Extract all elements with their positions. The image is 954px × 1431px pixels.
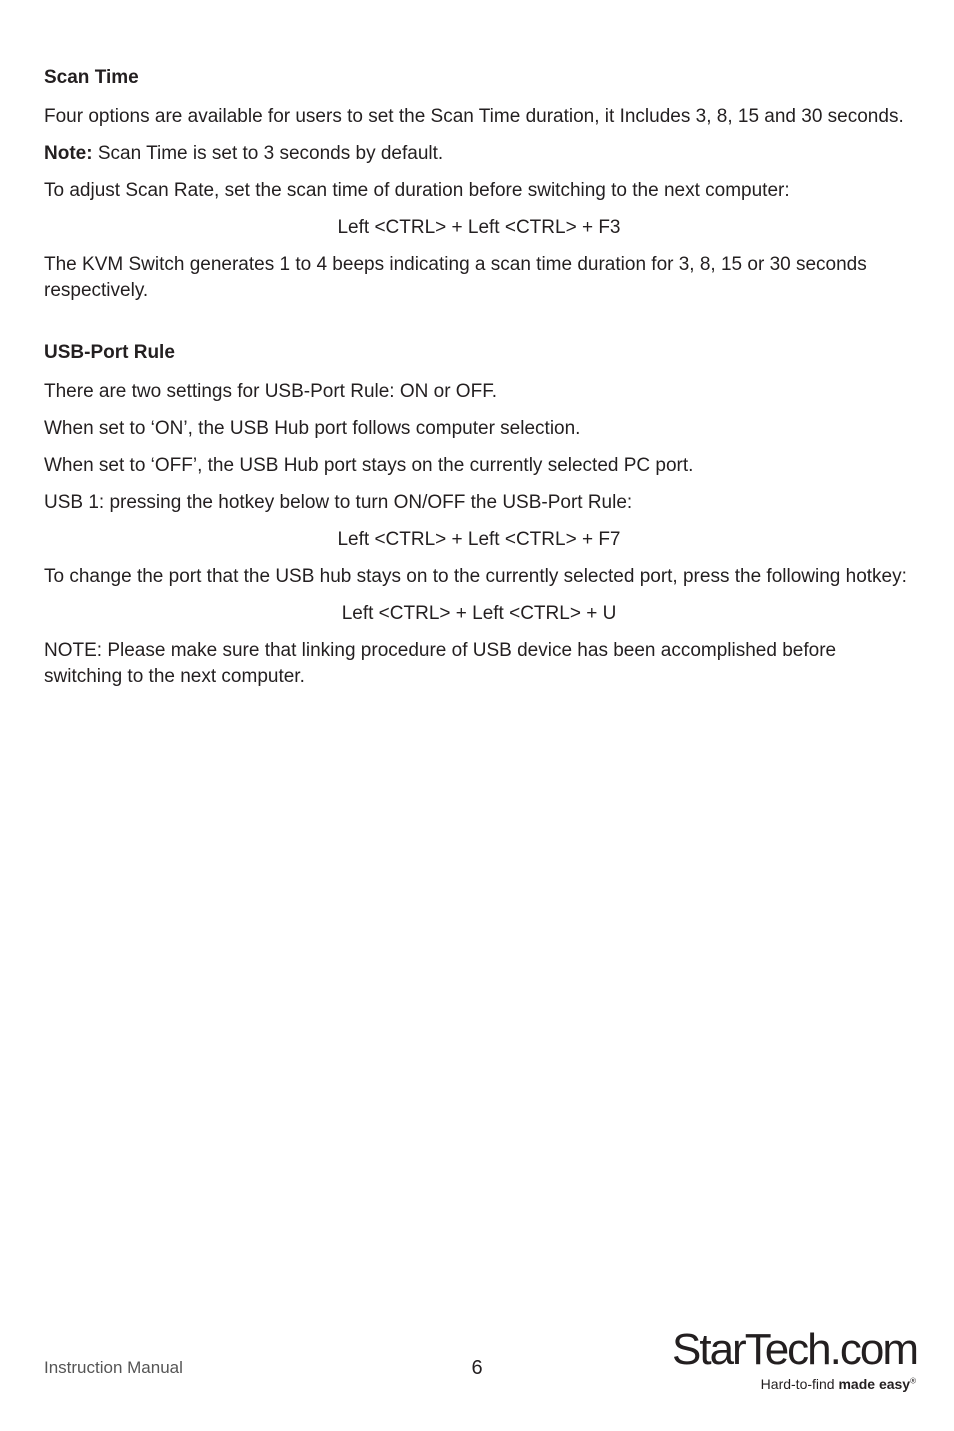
scan-time-options-paragraph: Four options are available for users to set the Scan Time duration, it Includes 3, 8, 15 and 30 seconds. [44, 106, 904, 127]
scan-time-heading: Scan Time [44, 67, 139, 88]
note-text: Scan Time is set to 3 seconds by default. [92, 143, 444, 164]
usb-linking-note-paragraph: NOTE: Please make sure that linking procedure of USB device has been accomplished before switching to the next computer. [44, 640, 837, 687]
usb-rule-on-paragraph: When set to ‘ON’, the USB Hub port follows computer selection. [44, 418, 581, 439]
section-spacer [44, 315, 914, 341]
usb-rule-toggle-paragraph: USB 1: pressing the hotkey below to turn ON/OFF the USB-Port Rule: [44, 492, 633, 513]
scan-time-hotkey: Left <CTRL> + Left <CTRL> + F3 [337, 217, 621, 238]
usb-hub-change-hotkey: Left <CTRL> + Left <CTRL> + U [341, 603, 617, 624]
note-label: Note: [44, 143, 93, 164]
brand-name: StarTech [672, 1325, 830, 1374]
startech-logo [668, 1324, 918, 1404]
scan-time-beeps-paragraph: The KVM Switch generates 1 to 4 beeps indicating a scan time duration for 3, 8, 15 or 30 seconds respectively. [44, 254, 867, 301]
scan-rate-instruction-paragraph: To adjust Scan Rate, set the scan time of duration before switching to the next computer: [44, 180, 790, 201]
brand-tagline [761, 1376, 916, 1392]
scan-time-note-paragraph [44, 141, 914, 167]
registered-mark: ® [910, 1376, 916, 1386]
page-number: 6 [471, 1357, 483, 1379]
brand-suffix: .com [829, 1325, 917, 1374]
page-content [44, 66, 914, 701]
usb-port-rule-heading: USB-Port Rule [44, 342, 175, 363]
tagline-bold: made easy [838, 1376, 911, 1392]
usb-rule-off-paragraph: When set to ‘OFF’, the USB Hub port stays on the currently selected PC port. [44, 455, 694, 476]
usb-rule-toggle-hotkey: Left <CTRL> + Left <CTRL> + F7 [337, 529, 621, 550]
usb-rule-settings-paragraph: There are two settings for USB-Port Rule: ON or OFF. [44, 381, 497, 402]
tagline-regular: Hard-to-find [760, 1376, 839, 1392]
footer-manual-label: Instruction Manual [44, 1358, 183, 1377]
usb-hub-change-paragraph: To change the port that the USB hub stays on to the currently selected port, press the following hotkey: [44, 566, 907, 587]
brand-wordmark [672, 1324, 917, 1376]
